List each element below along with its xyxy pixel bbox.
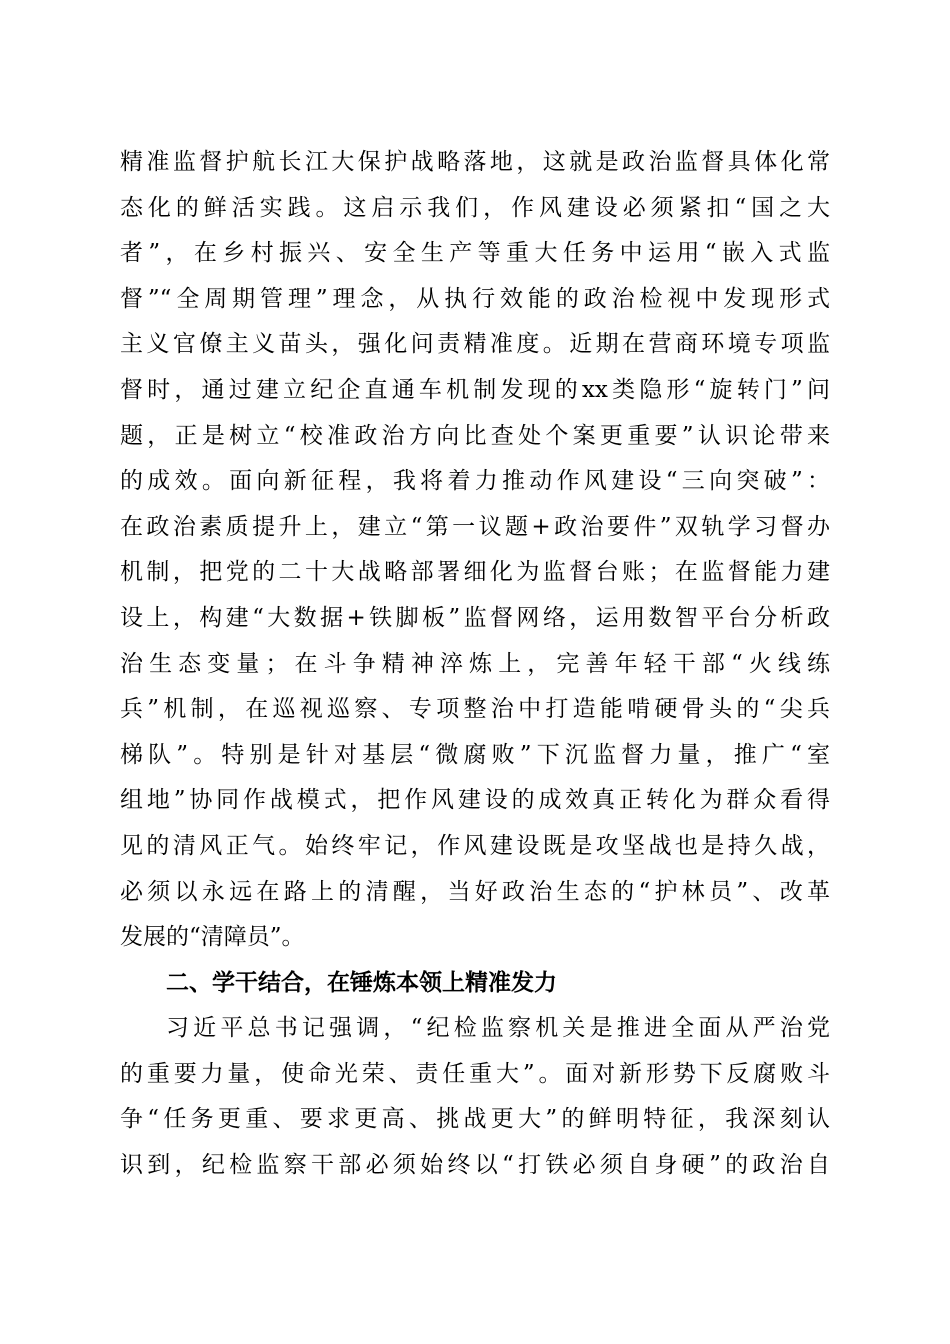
- paragraph-line: 见的清风正气。始终牢记，作风建设既是攻坚战也是持久战，: [120, 832, 830, 859]
- paragraph-line: 治生态变量；在斗争精神淬炼上，完善年轻干部“火线练: [120, 650, 830, 677]
- paragraph-line: 题，正是树立“校准政治方向比查处个案更重要”认识论带来: [120, 422, 830, 449]
- paragraph-line: 设上，构建“大数据+铁脚板”监督网络，运用数智平台分析政: [120, 604, 830, 631]
- paragraph-line: 习近平总书记强调，“纪检监察机关是推进全面从严治党: [166, 1015, 830, 1042]
- paragraph-line: 必须以永远在路上的清醒，当好政治生态的“护林员”、改革: [120, 878, 830, 905]
- paragraph-line: 在政治素质提升上，建立“第一议题+政治要件”双轨学习督办: [120, 513, 830, 540]
- paragraph-line: 态化的鲜活实践。这启示我们，作风建设必须紧扣“国之大: [120, 194, 830, 221]
- paragraph-line: 督”“全周期管理”理念，从执行效能的政治检视中发现形式: [120, 285, 830, 312]
- paragraph-line: 机制，把党的二十大战略部署细化为监督台账；在监督能力建: [120, 559, 830, 586]
- paragraph-line: 识到，纪检监察干部必须始终以“打铁必须自身硬”的政治自: [120, 1152, 830, 1179]
- paragraph-line: 者”，在乡村振兴、安全生产等重大任务中运用“嵌入式监: [120, 240, 830, 267]
- paragraph-line: 精准监督护航长江大保护战略落地，这就是政治监督具体化常: [120, 149, 830, 175]
- paragraph-line: 发展的“清障员”。: [120, 924, 305, 951]
- paragraph-line: 争“任务更重、要求更高、挑战更大”的鲜明特征，我深刻认: [120, 1106, 830, 1133]
- paragraph-line: 督时，通过建立纪企直通车机制发现的xx类隐形“旋转门”问: [120, 376, 830, 403]
- paragraph-line: 兵”机制，在巡视巡察、专项整治中打造能啃硬骨头的“尖兵: [120, 696, 830, 723]
- section-heading: 二、学干结合，在锤炼本领上精准发力: [166, 969, 557, 996]
- body-text: [120, 140, 830, 1189]
- paragraph-line: 的重要力量，使命光荣、责任重大”。面对新形势下反腐败斗: [120, 1060, 830, 1087]
- paragraph-line: 的成效。面向新征程，我将着力推动作风建设“三向突破”：: [120, 468, 830, 495]
- paragraph-line: 主义官僚主义苗头，强化问责精准度。近期在营商环境专项监: [120, 331, 830, 358]
- paragraph-line: 梯队”。特别是针对基层“微腐败”下沉监督力量，推广“室: [120, 741, 830, 768]
- paragraph-line: 组地”协同作战模式，把作风建设的成效真正转化为群众看得: [120, 787, 830, 814]
